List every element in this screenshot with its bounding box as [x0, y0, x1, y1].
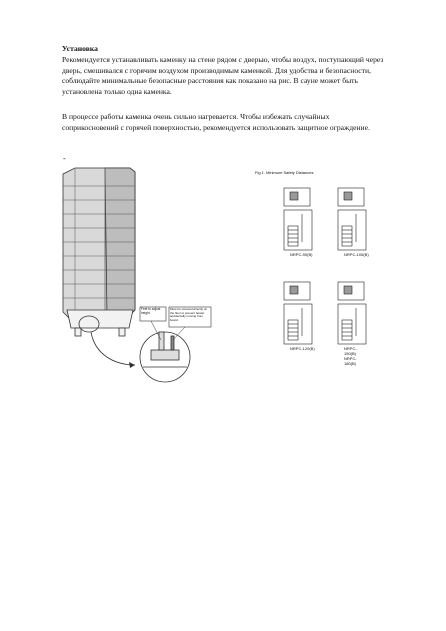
diagram-nrpc-105	[338, 188, 366, 250]
detail-arrow	[91, 332, 135, 365]
model-label-nrpc-120: NRPC-120(B)	[290, 346, 315, 351]
stray-mark: -	[63, 154, 66, 163]
heater-body	[63, 168, 135, 318]
safety-distance-diagrams	[280, 182, 380, 362]
text-line: В процессе работы каменка очень сильно нагревается. Чтобы избежать случайных	[62, 112, 330, 121]
text-line: установлена только одна каменка.	[62, 86, 172, 96]
paragraph-placement	[62, 55, 397, 97]
safety-figure-heading: Fig 1. Minimum Safety Distances	[255, 170, 314, 175]
diagram-nrpc-150-180	[338, 282, 366, 344]
heater-installation-figure	[55, 160, 205, 385]
heater-base	[67, 310, 133, 336]
model-label-nrpc-90: NRPC-90(B)	[290, 252, 313, 257]
section-title: Установка	[62, 44, 98, 53]
paragraph-safety	[62, 112, 397, 133]
text-line: соприкосновений с горячей поверхностью, рекомендуется использовать защитное ограждение.	[62, 122, 370, 132]
text-line: соблюдайте минимальные безопасные расстояния как показано на рис. В сауне может быть	[62, 76, 358, 86]
model-label-nrpc-150-180: NRPC-150(B) NRPC-180(B)	[344, 346, 357, 366]
text-line: Рекомендуется устанавливать каменку на стене рядом с дверью, чтобы воздух, поступающий через	[62, 55, 384, 64]
text-line: дверь, смешивался с горячим воздухом производимым каменкой. Для удобства и безопасности,	[62, 65, 371, 75]
callout-feet-text: Feet to adjust height.	[141, 307, 161, 315]
callout-screw-text: Must be screwed directly on the floor to prevent heater accidentally moving from board.	[170, 307, 208, 322]
diagram-nrpc-90	[284, 188, 312, 250]
model-label-nrpc-105: NRPC-105(B)	[344, 252, 369, 257]
diagram-nrpc-120	[284, 282, 312, 344]
